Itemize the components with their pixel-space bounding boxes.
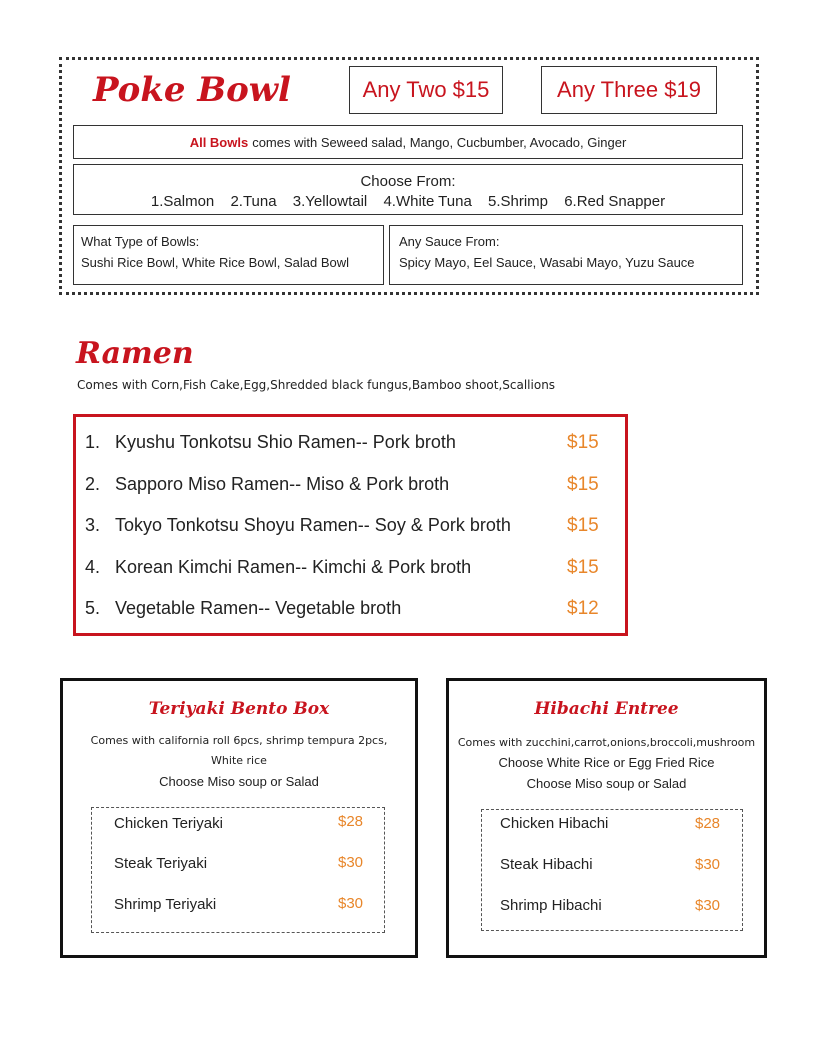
protein-choice: 2.Tuna bbox=[230, 193, 277, 210]
ramen-item bbox=[85, 598, 605, 619]
protein-choice: 3.Yellowtail bbox=[292, 193, 368, 210]
ramen-subtitle: Comes with Corn,Fish Cake,Egg,Shredded black fungus,Bamboo shoot,Scallions bbox=[77, 378, 556, 392]
ramen-item-price: $12 bbox=[567, 598, 599, 619]
ramen-item-number: 3. bbox=[85, 515, 101, 535]
hibachi-item-name: Chicken Hibachi bbox=[500, 815, 609, 832]
ramen-item-number: 4. bbox=[85, 557, 101, 577]
poke-bowl-title: Poke Bowl bbox=[93, 70, 291, 110]
ramen-item bbox=[85, 557, 605, 578]
bento-box-section bbox=[60, 678, 418, 958]
ramen-item-price: $15 bbox=[567, 557, 599, 578]
bento-item-price: $30 bbox=[338, 895, 364, 912]
hibachi-item-list bbox=[481, 809, 743, 931]
bento-item-price: $30 bbox=[338, 854, 364, 871]
bento-item-price: $28 bbox=[338, 813, 364, 830]
bento-item-name: Steak Teriyaki bbox=[114, 855, 208, 872]
sauce-box bbox=[389, 225, 743, 285]
any-three-price: Any Three $19 bbox=[541, 66, 717, 114]
bento-subtitle bbox=[63, 731, 415, 771]
protein-choice: 5.Shrimp bbox=[488, 193, 549, 210]
ramen-item-name: Sapporo Miso Ramen-- Miso & Pork broth bbox=[115, 474, 450, 494]
bento-item-name: Chicken Teriyaki bbox=[114, 815, 223, 832]
ramen-item-number: 5. bbox=[85, 598, 101, 618]
bento-title: Teriyaki Bento Box bbox=[148, 699, 330, 719]
hibachi-sub-line: Comes with zucchini,carrot,onions,broccoli,mushroom bbox=[457, 736, 756, 749]
hibachi-item-name: Steak Hibachi bbox=[500, 856, 593, 873]
ramen-item-name: Korean Kimchi Ramen-- Kimchi & Pork broth bbox=[115, 557, 472, 577]
hibachi-item-price: $30 bbox=[695, 897, 721, 914]
ramen-item-number: 1. bbox=[85, 432, 101, 452]
bowl-type-box bbox=[73, 225, 384, 285]
includes-text: comes with Seweed salad, Mango, Cucbumber, Avocado, Ginger bbox=[252, 134, 627, 150]
ramen-item-price: $15 bbox=[567, 474, 599, 495]
hibachi-sub-line: Choose White Rice or Egg Fried Rice bbox=[498, 755, 715, 770]
bento-item-name: Shrimp Teriyaki bbox=[114, 896, 217, 913]
sauce-list: Spicy Mayo, Eel Sauce, Wasabi Mayo, Yuzu Sauce bbox=[399, 255, 695, 270]
ramen-item bbox=[85, 515, 605, 536]
hibachi-item-price: $28 bbox=[695, 815, 721, 832]
hibachi-item-price: $30 bbox=[695, 856, 721, 873]
choose-title: Choose From: bbox=[360, 173, 456, 190]
hibachi-sub-line: Choose Miso soup or Salad bbox=[526, 776, 687, 791]
ramen-item-price: $15 bbox=[567, 432, 599, 453]
bento-sub-line: White rice bbox=[211, 754, 267, 767]
ramen-item-name: Kyushu Tonkotsu Shio Ramen-- Pork broth bbox=[115, 432, 456, 452]
hibachi-title: Hibachi Entree bbox=[534, 699, 679, 719]
bento-item-list bbox=[91, 807, 385, 933]
bowl-type-list: Sushi Rice Bowl, White Rice Bowl, Salad Bowl bbox=[81, 255, 350, 270]
any-two-price: Any Two $15 bbox=[349, 66, 503, 114]
protein-choice: 6.Red Snapper bbox=[564, 193, 666, 210]
bento-sub-line: Comes with california roll 6pcs, shrimp tempura 2pcs, bbox=[90, 734, 388, 747]
includes-lead: All Bowls bbox=[189, 134, 249, 150]
bowl-includes-bar bbox=[73, 125, 743, 159]
ramen-item-name: Tokyo Tonkotsu Shoyu Ramen-- Soy & Pork broth bbox=[115, 515, 511, 535]
bento-sub-line: Choose Miso soup or Salad bbox=[159, 774, 319, 789]
ramen-item-price: $15 bbox=[567, 515, 599, 536]
ramen-item-number: 2. bbox=[85, 474, 101, 494]
protein-choice-list bbox=[74, 193, 742, 210]
bowl-type-title: What Type of Bowls: bbox=[81, 234, 200, 249]
protein-choice: 4.White Tuna bbox=[383, 193, 472, 210]
ramen-item-name: Vegetable Ramen-- Vegetable broth bbox=[115, 598, 402, 618]
ramen-item bbox=[85, 474, 605, 495]
protein-choice: 1.Salmon bbox=[150, 193, 215, 210]
sauce-title: Any Sauce From: bbox=[399, 234, 500, 249]
protein-choice-box bbox=[73, 164, 743, 215]
hibachi-section bbox=[446, 678, 767, 958]
ramen-title: Ramen bbox=[76, 336, 194, 371]
hibachi-item-name: Shrimp Hibachi bbox=[500, 897, 602, 914]
ramen-item bbox=[85, 432, 605, 453]
